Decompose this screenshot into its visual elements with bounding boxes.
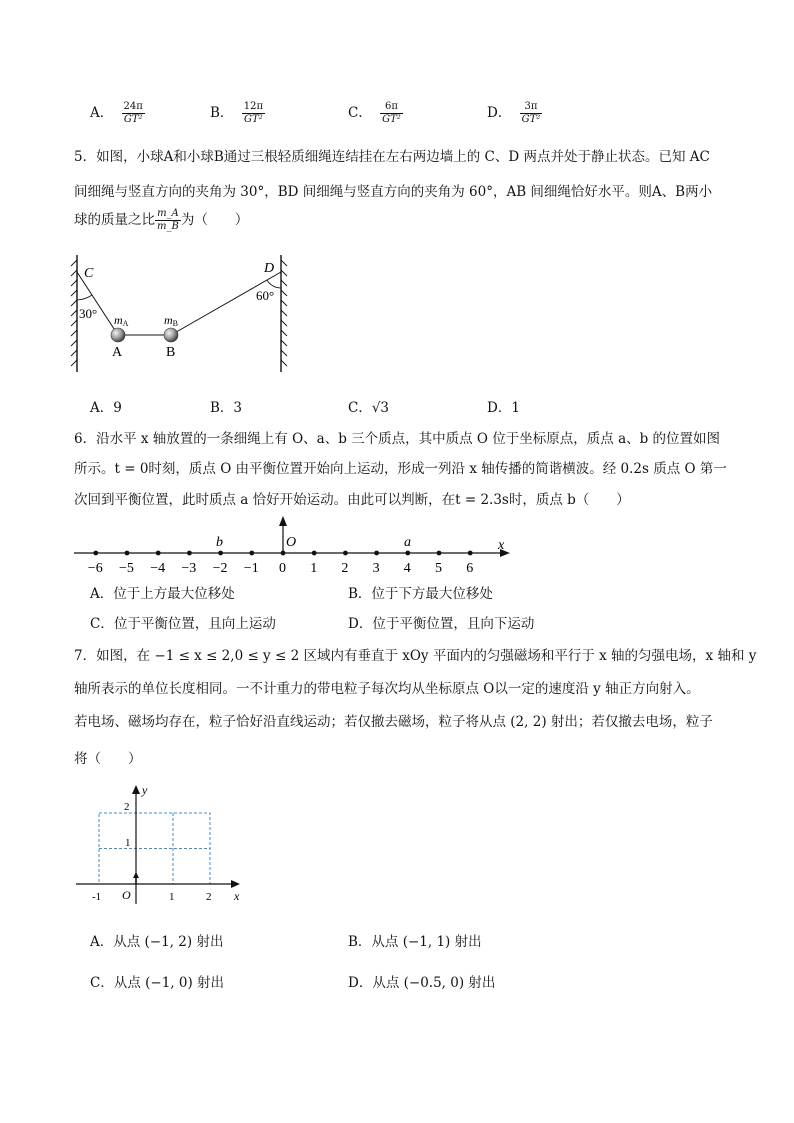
origin-arrow-head	[279, 516, 287, 526]
q6-option-a: A．位于上方最大位移处	[90, 586, 235, 602]
angle-arc-right	[267, 280, 281, 288]
axis-point-dot	[249, 551, 254, 556]
q7-option-d: D．从点 (−0.5, 0) 射出	[348, 975, 496, 991]
angle-arc-left	[77, 295, 92, 300]
q4-option-c: C． $\frac{6\pi}{\text{GT²}}$	[348, 101, 401, 125]
q6-line-3: 次回到平衡位置，此时质点 a 恰好开始运动。由此可以判断，在t = 2.3s时，质点 b（ ）	[74, 492, 630, 508]
axis-point-dot	[218, 551, 223, 556]
q7-line-1: 7．如图，在 −1 ≤ x ≤ 2,0 ≤ y ≤ 2 区域内有垂直于 xOy 平面内的匀强磁场和平行于 x 轴的匀强电场，x 轴和 y	[74, 648, 757, 664]
axis-point-dot	[468, 551, 473, 556]
axis-tick-label: 6	[466, 561, 474, 574]
axis-tick-label: 2	[341, 561, 349, 574]
axis-tick-label: 5	[435, 561, 442, 574]
graph-y-tick-1: 1	[125, 837, 131, 849]
axis-tick-label: 3	[372, 561, 380, 574]
q5-line-3: 球的质量之比 $\frac{m\_A}{m\_B}$ 为（ ）	[74, 208, 249, 232]
ball-b	[164, 328, 178, 342]
ball-a	[111, 328, 125, 342]
label-60: 60°	[256, 288, 275, 303]
q6-option-c: C．位于平衡位置，且向上运动	[90, 616, 276, 632]
axis-tick-labels	[88, 561, 473, 574]
q7-option-b: B．从点 (−1, 1) 射出	[348, 934, 482, 950]
q7-option-a: A．从点 (−1, 2) 射出	[90, 934, 224, 950]
q4-option-b: B． $\frac{12\pi}{\text{GT²}}$	[210, 101, 264, 125]
q6-axis-figure	[70, 514, 520, 574]
q7-line-2: 轴所表示的单位长度相同。一不计重力的带电粒子每次均从坐标原点 O以一定的速度沿 y 轴正方向射入。	[74, 681, 700, 697]
axis-point-dot	[187, 551, 192, 556]
graph-x-tick-2: 2	[206, 891, 212, 903]
q5-option-c: C．√3	[348, 400, 390, 416]
axis-point-dot	[437, 551, 442, 556]
graph-y-label: y	[142, 783, 148, 797]
point-a-label: a	[404, 535, 411, 550]
label-d: D	[264, 261, 275, 276]
axis-x-label: x	[498, 538, 505, 553]
axis-tick-label: −6	[87, 561, 103, 574]
axis-tick-label: −4	[150, 561, 166, 574]
q6-line-1: 6．沿水平 x 轴放置的一条细绳上有 O、a、b 三个质点，其中质点 O 位于坐标原点，质点 a、b 的位置如图	[74, 431, 721, 447]
string-bd	[171, 272, 281, 335]
label-b: B	[166, 345, 176, 360]
q4-option-d: D． $\frac{3\pi}{\text{GT²}}$	[487, 101, 541, 125]
q7-line-4: 将（ ）	[74, 751, 142, 767]
string-ca	[77, 272, 118, 335]
axis-tick-label: −3	[181, 561, 197, 574]
label-mb: mB	[164, 313, 179, 328]
graph-origin-label: O	[122, 888, 131, 902]
q5-line-1: 5．如图，小球A和小球B通过三根轻质细绳连结挂在左右两边墙上的 C、D 两点并处于静止状态。已知 AC	[74, 149, 710, 165]
axis-tick-label: −2	[212, 561, 228, 574]
axis-point-dot	[405, 551, 410, 556]
point-o-label: O	[286, 535, 297, 550]
right-wall-hatch	[281, 260, 287, 366]
q6-option-d: D．位于平衡位置，且向下运动	[348, 616, 535, 632]
label-ma: mA	[114, 313, 129, 328]
graph-x-tick-m1: -1	[92, 891, 102, 903]
q5-figure	[68, 252, 308, 377]
q5-option-d: D．1	[487, 400, 520, 416]
axis-tick-label: −5	[119, 561, 134, 574]
axis-point-dot	[343, 551, 348, 556]
q7-option-c: C．从点 (−1, 0) 射出	[90, 975, 225, 991]
graph-y-tick-2: 2	[124, 801, 130, 813]
q4-option-a: A． $\frac{24\pi}{\text{GT²}}$	[90, 101, 143, 125]
field-region-grid	[99, 813, 210, 884]
axis-point-dot	[125, 551, 130, 556]
label-c: C	[84, 266, 94, 281]
point-b-label: b	[216, 535, 223, 550]
axis-point-dot	[374, 551, 379, 556]
y-axis-arrowhead	[132, 785, 140, 794]
q6-option-b: B．位于下方最大位移处	[348, 586, 493, 602]
graph-x-tick-1: 1	[169, 891, 175, 903]
label-a: A	[112, 345, 123, 360]
left-wall-hatch	[71, 260, 77, 366]
axis-tick-label: 1	[310, 561, 318, 574]
axis-point-dot	[312, 551, 317, 556]
q6-line-2: 所示。t = 0时刻，质点 O 由平衡位置开始向上运动，形成一列沿 x 轴传播的简谐横波。经 0.2s 质点 O 第一	[74, 461, 727, 477]
axis-point-dot	[93, 551, 98, 556]
q5-line-2: 间细绳与竖直方向的夹角为 30°，BD 间细绳与竖直方向的夹角为 60°，AB 间细绳恰好水平。则A、B两小	[74, 184, 713, 200]
q7-graph	[72, 780, 252, 910]
x-axis-arrowhead	[231, 880, 240, 888]
label-30: 30°	[79, 306, 98, 321]
axis-tick-label: 4	[403, 561, 411, 574]
graph-x-label: x	[234, 889, 240, 903]
axis-point-dot	[156, 551, 161, 556]
axis-tick-label: −1	[243, 561, 259, 574]
q5-option-b: B．3	[210, 400, 243, 416]
q5-option-a: A．9	[90, 400, 122, 416]
axis-point-dot	[281, 551, 286, 556]
q7-line-3: 若电场、磁场均存在，粒子恰好沿直线运动；若仅撤去磁场，粒子将从点 (2, 2) 射出；若仅撤去电场，粒子	[74, 714, 713, 730]
axis-tick-label: 0	[279, 561, 286, 574]
